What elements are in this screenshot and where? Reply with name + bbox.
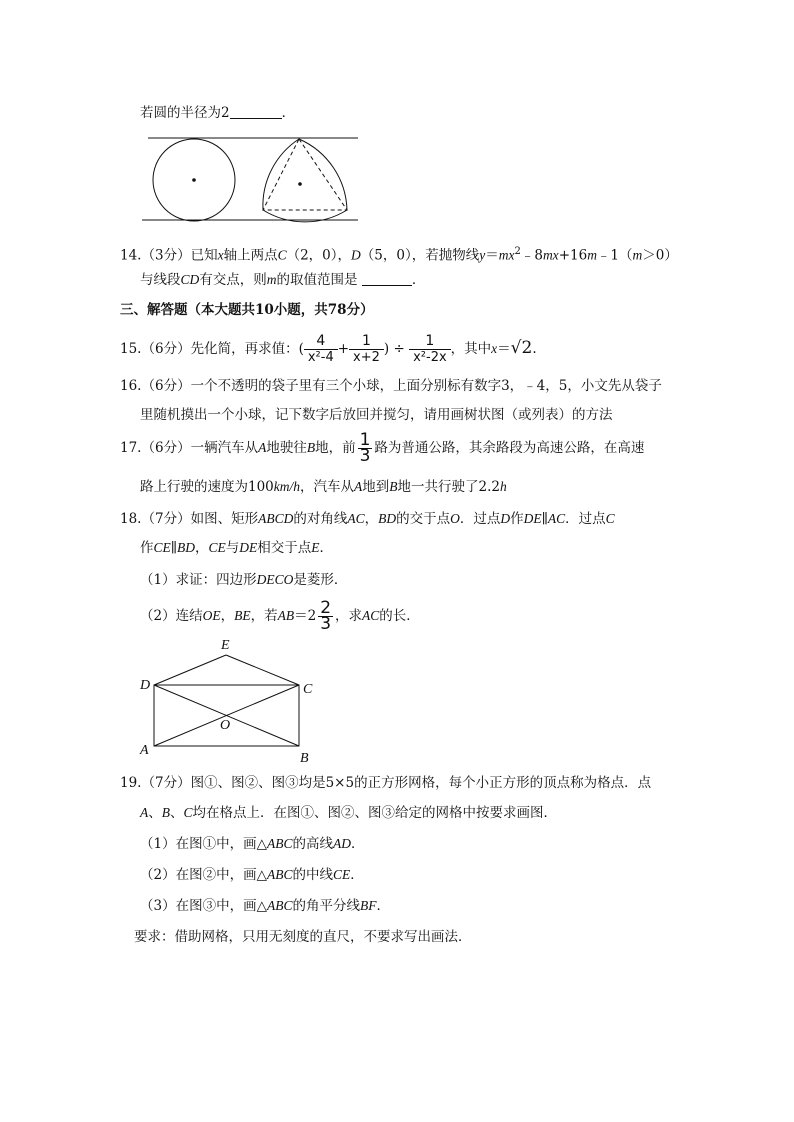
point-e: E (311, 540, 320, 555)
segment-ac: AC (547, 511, 566, 526)
label-b: B (300, 751, 309, 766)
segment-cd: CD (180, 272, 200, 287)
fraction-two-thirds (316, 598, 335, 634)
q18-text: 作 (510, 511, 524, 527)
q14-text: 有交点，则 (199, 272, 267, 288)
q14-text: 的取值范围是 (276, 272, 358, 288)
q13-tail-line: 若圆的半径为2 ． (140, 105, 296, 121)
q19-text: 的中线 (292, 867, 333, 883)
numerator: 2 (320, 598, 332, 618)
q15-text: . (532, 341, 537, 357)
q19-text: ． (376, 898, 390, 914)
denominator: x+2 (353, 350, 380, 365)
q19-text: 的高线 (292, 836, 333, 852)
var-mx: mx (542, 247, 559, 263)
q19-text: ． (350, 867, 364, 883)
segment-de: DE (239, 540, 258, 555)
var-m: m (266, 272, 277, 287)
q15-text: 先化简，再求值：( (190, 341, 304, 357)
q18-text: 是菱形． (293, 572, 348, 588)
label-c: C (303, 682, 313, 697)
plus-sign: + (337, 341, 350, 357)
q18-text: ．过点 (459, 511, 501, 527)
q16-line1 (120, 377, 662, 395)
var-x: x (508, 247, 515, 263)
point-a: A (258, 440, 267, 455)
q14-line2: 与线段CD有交点，则m的取值范围是 ． (140, 272, 426, 288)
q14-text: ﹣8 (520, 247, 543, 264)
q19-text: 均在格点上．在图①、图②、图③给定的网格中按要求画图． (192, 805, 558, 821)
q14-score: （3分） (141, 247, 191, 264)
unit-h: h (500, 479, 507, 494)
q18-figure (134, 632, 324, 768)
numerator: 1 (349, 333, 384, 350)
q14-text: ＞0） (642, 247, 678, 264)
quad-deco: DECO (256, 572, 294, 587)
q17-number: 17. (120, 440, 142, 456)
divide-sign: ÷ (393, 341, 405, 357)
segment-ce: CE (208, 540, 226, 555)
q14-text: 已知 (190, 247, 218, 264)
segment-ce-line (226, 655, 299, 685)
numerator: 1 (409, 333, 451, 350)
q18-text: ． (319, 540, 334, 556)
q18-text: （2）连结 (140, 608, 203, 624)
q18-score: （7分） (141, 511, 191, 527)
label-o: O (220, 718, 231, 733)
exponent: 2 (514, 246, 521, 257)
q14-answer-blank[interactable] (362, 271, 412, 286)
segment-ac: AC (362, 608, 380, 623)
point-b: B (389, 479, 398, 494)
point-c: C (183, 805, 193, 820)
q13-answer-blank[interactable] (230, 104, 282, 119)
var-m: m (498, 247, 509, 263)
q19-text: 、 (148, 805, 162, 821)
q18-text: 的对角线 (293, 511, 348, 527)
unit-kmh: km/h (273, 479, 301, 494)
sqrt-2: √2 (510, 338, 533, 358)
q19-text: （3）在图③中，画△ (140, 898, 267, 914)
q19-line1 (120, 774, 651, 792)
q16-text: 一个不透明的袋子里有三个小球，上面分别标有数字3，﹣4，5，小文先从袋子 (190, 378, 662, 394)
q17-text: 路为普通公路，其余路段为高速公路，在高速 (374, 440, 645, 456)
segment-de-line (154, 655, 226, 685)
q17-text: 地，前 (315, 440, 356, 456)
label-a: A (140, 743, 149, 758)
denominator: x²-4 (307, 350, 334, 365)
segment-bf: BF (359, 898, 377, 913)
point-d: D (500, 511, 511, 526)
q19-text: （2）在图②中，画△ (140, 867, 267, 883)
denominator: 3 (359, 446, 371, 466)
segment-ab: AB (277, 608, 295, 623)
q19-part2 (140, 866, 364, 884)
numerator: 1 (359, 430, 371, 450)
parallel-sign: ∥ (541, 511, 548, 527)
q17-text: 路上行驶的速度为100 (140, 479, 274, 495)
q18-text: ， (220, 608, 235, 624)
segment-bd: BD (378, 511, 397, 526)
q18-text: 的交于点 (396, 511, 451, 527)
q14-text: ﹣1（ (596, 247, 633, 264)
q19-part3 (140, 897, 390, 915)
q17-score: （6分） (141, 440, 191, 456)
triangle-abc: ABC (266, 836, 293, 851)
point-c: C (277, 247, 287, 263)
segment-bd: BD (177, 540, 196, 555)
q17-line2 (140, 478, 507, 496)
fraction-2 (349, 333, 384, 366)
point-b: B (161, 805, 170, 820)
numerator: 4 (304, 333, 338, 350)
q17-text: ，汽车从 (300, 479, 355, 495)
q19-text: ． (350, 836, 365, 852)
close-paren: ) (383, 341, 390, 357)
q18-line1 (120, 510, 615, 528)
q19-requirement: 要求：借助网格，只用无刻度的直尺，不要求写出画法． (134, 929, 472, 945)
var-y: y (479, 247, 486, 263)
segment-be: BE (234, 608, 251, 623)
q14-line1 (120, 243, 678, 265)
q19-line2 (140, 804, 557, 822)
q19-part1 (140, 835, 364, 853)
q17-text: 地一共行驶了2.2 (397, 479, 501, 495)
reuleaux-triangle-shape (263, 139, 347, 222)
q18-text: ，求 (335, 608, 363, 624)
q19-text: 的角平分线 (292, 898, 360, 914)
q16-number: 16. (120, 378, 142, 394)
point-b: B (306, 440, 316, 455)
q18-text: 的长． (379, 608, 420, 624)
var-m: m (587, 247, 597, 263)
var-x: x (217, 247, 224, 263)
q18-text: （1）求证：四边形 (140, 572, 257, 588)
q18-text: 与 (225, 540, 240, 556)
q15-text: ，其中 (450, 341, 492, 357)
parallel-sign: ∥ (170, 540, 178, 556)
q16-line2: 里随机摸出一个小球，记下数字后放回并搅匀，请用画树状图（或列表）的方法 (140, 407, 613, 423)
q15-text: ＝ (497, 341, 511, 357)
q14-text: ＝ (485, 247, 499, 264)
q17-text: 地到 (362, 479, 390, 495)
q14-number: 14. (120, 247, 142, 264)
q13-figure (140, 134, 362, 226)
q18-text: 相交于点 (257, 540, 312, 556)
point-a: A (354, 479, 363, 494)
var-m: m (632, 247, 643, 263)
q15-number: 15. (120, 341, 142, 357)
fraction-1 (304, 333, 338, 366)
segment-ce: CE (332, 867, 351, 882)
label-e: E (221, 638, 230, 653)
q14-text: 轴上两点 (223, 247, 278, 264)
point-c: C (605, 511, 615, 526)
var-x: x (491, 341, 498, 356)
inner-dashed-triangle (263, 139, 347, 210)
segment-oe: OE (202, 608, 221, 623)
q17-text: 地驶往 (266, 440, 307, 456)
q14-text: +16 (558, 247, 588, 264)
reuleaux-center-dot (298, 182, 302, 186)
section-3-heading: 三、解答题（本大题共10小题，共78分） (120, 302, 374, 318)
fraction-3 (409, 333, 451, 366)
q18-text: ， (364, 511, 379, 527)
q18-part1 (140, 571, 347, 589)
q14-text: 与线段 (140, 272, 181, 288)
q19-text: （1）在图①中，画△ (140, 836, 267, 852)
q17-line1 (120, 430, 644, 466)
triangle-abc: ABC (266, 898, 293, 913)
denominator: 3 (320, 614, 332, 634)
segment-de: DE (523, 511, 542, 526)
q18-text: ， (195, 540, 209, 556)
q19-text: 图①、图②、图③均是5×5的正方形网格，每个小正方形的顶点称为格点．点 (190, 775, 652, 791)
triangle-abc: ABC (266, 867, 293, 882)
circle-center-dot (192, 178, 196, 182)
label-d: D (140, 678, 151, 693)
q15-line (120, 328, 537, 368)
q19-text: 、 (170, 805, 184, 821)
q18-text: ＝2 (294, 608, 317, 624)
fraction-one-third (356, 430, 375, 466)
q18-text: 作 (140, 540, 154, 556)
q15-score: （6分） (141, 341, 191, 357)
q18-line2 (140, 539, 333, 557)
point-a: A (140, 805, 149, 820)
segment-ce: CE (153, 540, 171, 555)
q16-score: （6分） (141, 378, 191, 394)
q18-number: 18. (120, 511, 142, 527)
q18-part2 (140, 598, 420, 634)
q18-text: ，若 (250, 608, 278, 624)
q14-text: （5，0），若抛物线 (360, 247, 480, 264)
segment-ad: AD (332, 836, 351, 851)
q19-score: （7分） (141, 775, 191, 791)
q13-tail-text: 若圆的半径为2 (140, 105, 230, 121)
q17-text: 一辆汽车从 (190, 440, 259, 456)
denominator: x²-2x (413, 350, 447, 365)
point-d: D (351, 247, 361, 263)
q14-text: （2，0）， (286, 247, 352, 264)
segment-ac: AC (347, 511, 365, 526)
q19-number: 19. (120, 775, 142, 791)
point-o: O (450, 511, 460, 526)
rect-abcd: ABCD (258, 511, 294, 526)
q18-text: ．过点 (565, 511, 606, 527)
q18-text: 如图、矩形 (190, 511, 259, 527)
